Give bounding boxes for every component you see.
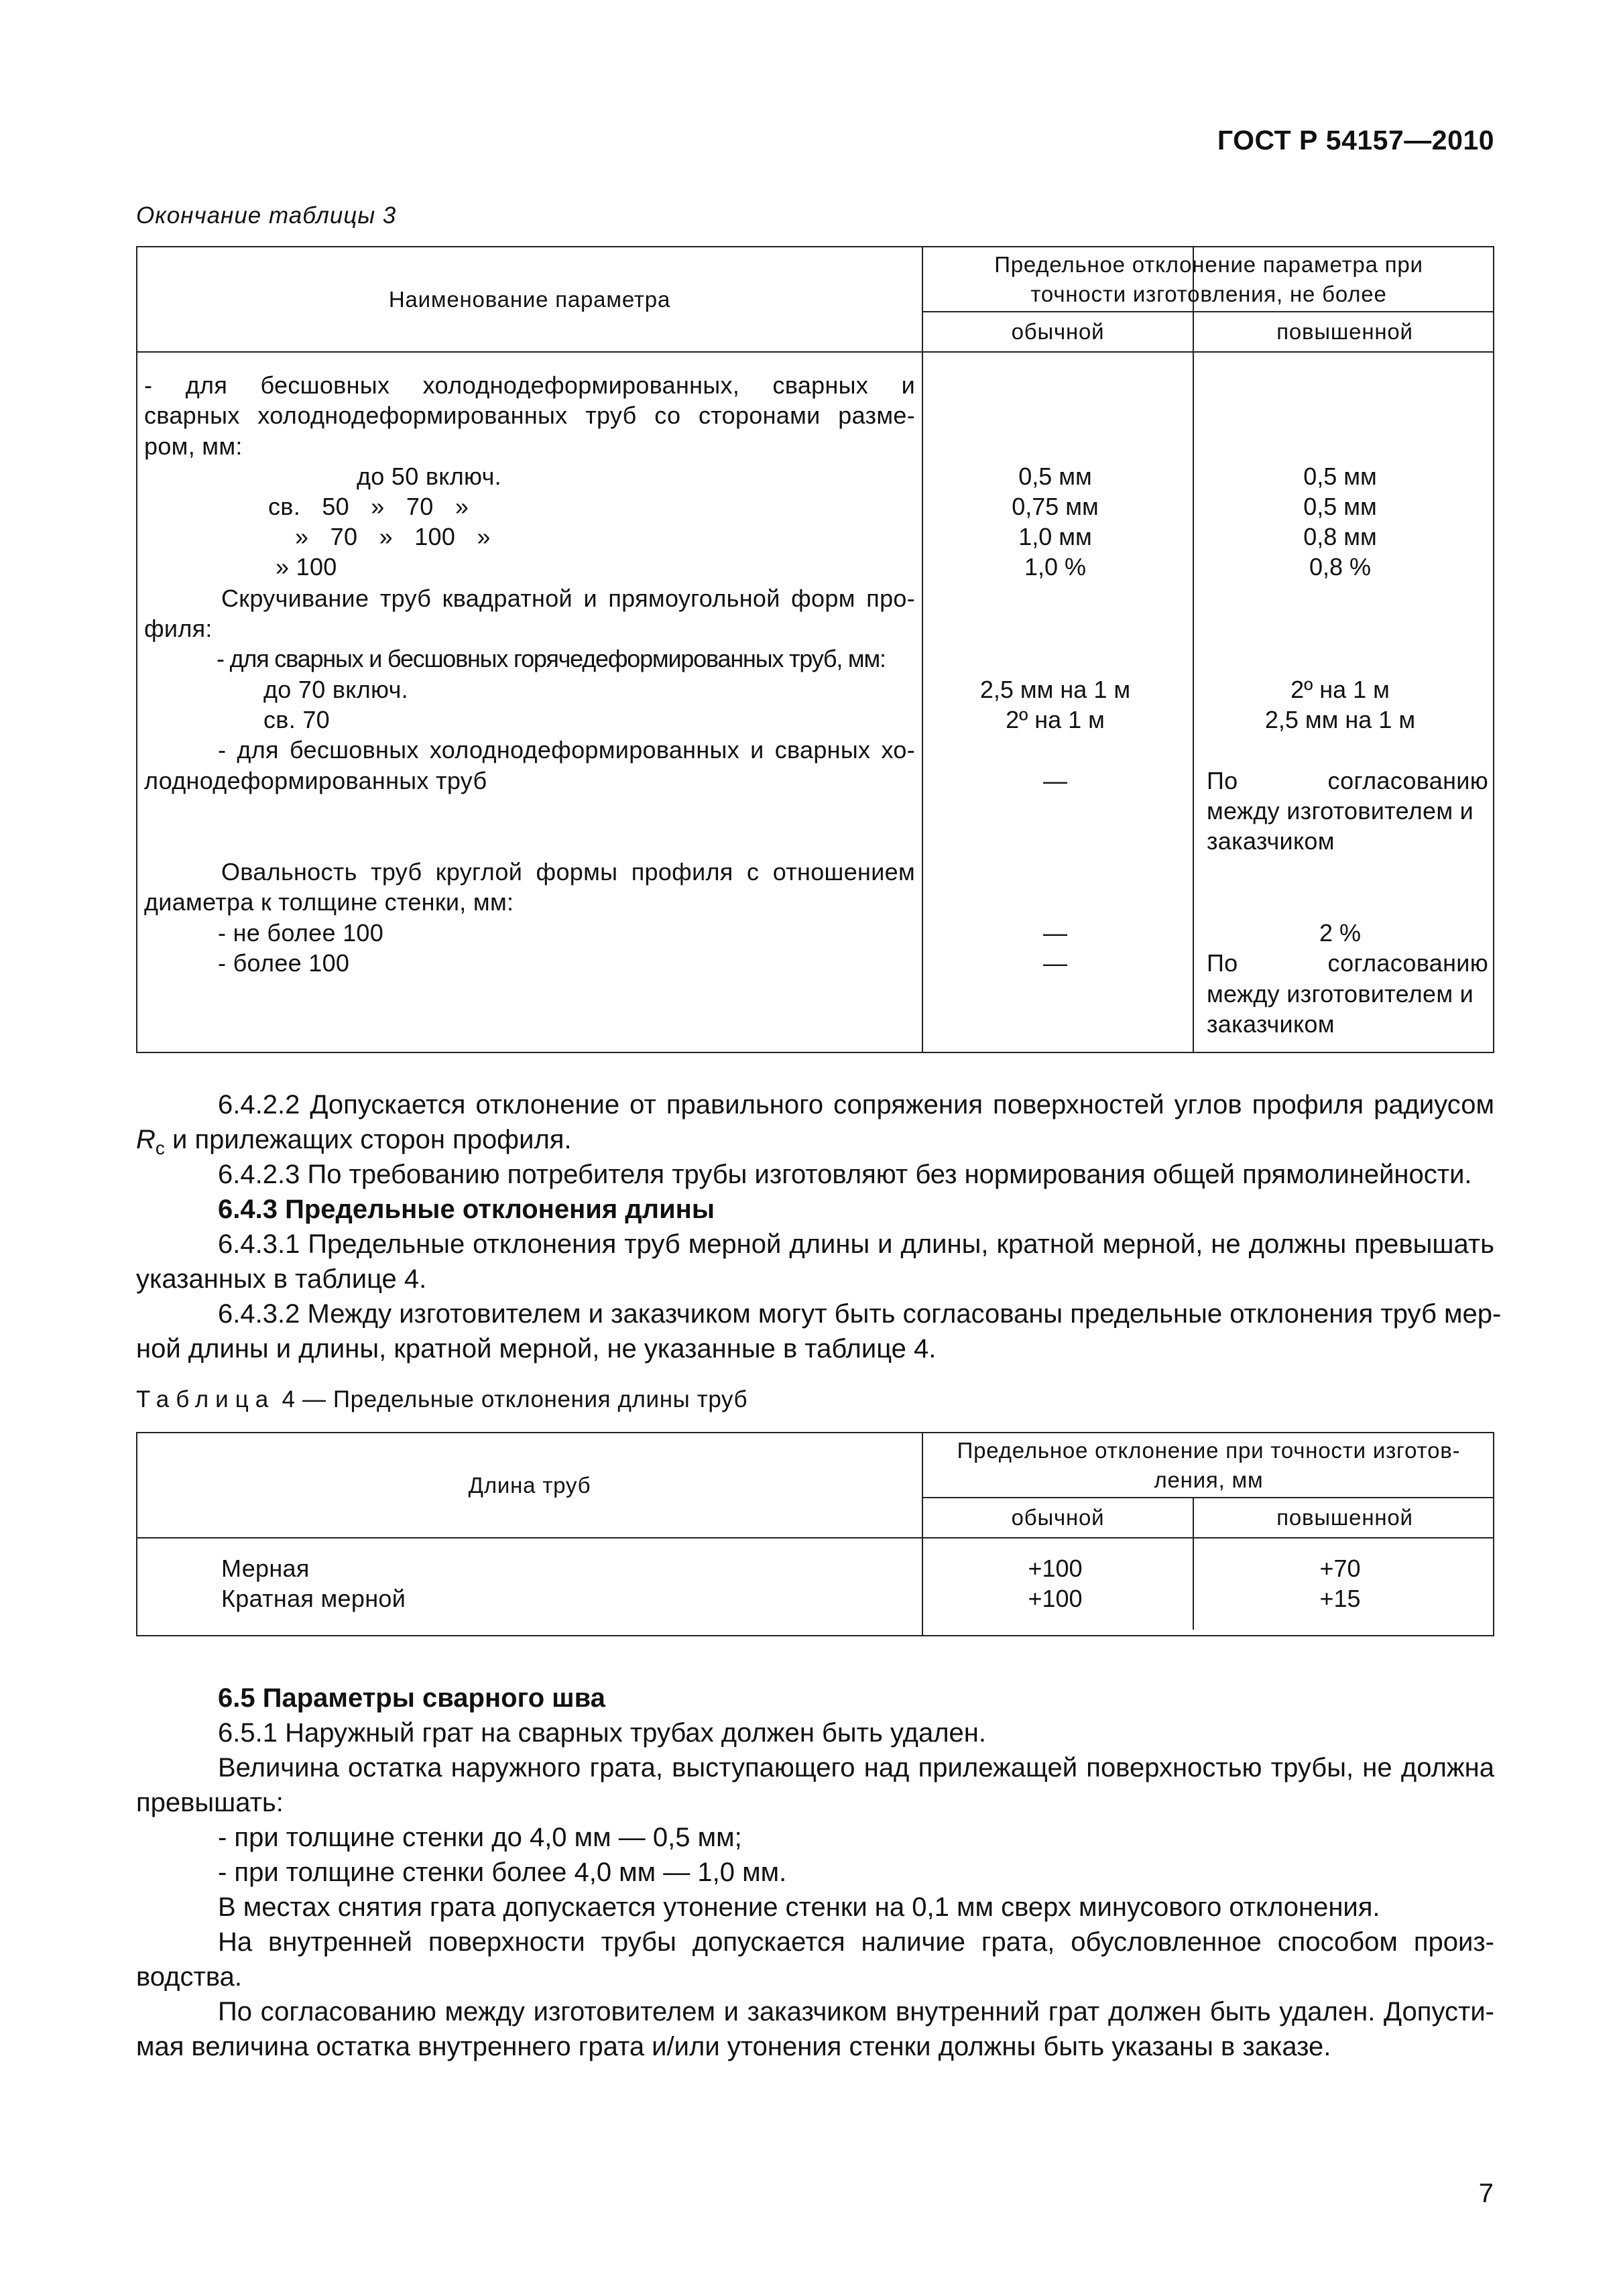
table4-header-high: повышенной xyxy=(1276,1505,1413,1530)
t3-row12-high-line3: заказчиком xyxy=(1207,1010,1335,1038)
paragraph-6-4-3-2-line2: ной длины и длины, кратной мерной, не указанные в таблице 4. xyxy=(136,1334,937,1364)
t3-row10-line1: Овальность труб круглой формы профиля с отношением xyxy=(221,858,915,886)
t3-row6-line1: Скручивание труб квадратной и прямоугольной форм про- xyxy=(221,585,915,612)
page-number: 7 xyxy=(1478,2179,1494,2208)
t3-row2-high: 0,5 мм xyxy=(1303,463,1377,490)
table3-header-high: повышенной xyxy=(1276,319,1413,344)
t3-row1-line3: ром, мм: xyxy=(144,432,243,460)
table4-header-normal: обычной xyxy=(1011,1505,1105,1530)
t3-row6-line2: филя: xyxy=(144,615,213,642)
t3-row8-normal: 2º на 1 м xyxy=(1006,706,1105,733)
t3-row10-line2: диаметра к толщине стенки, мм: xyxy=(144,888,514,916)
t3-row9-high-line2: между изготовителем и xyxy=(1207,797,1474,825)
table3-header-group-line1: Предельное отклонение параметра при xyxy=(994,251,1423,277)
t3-row11-normal: — xyxy=(1043,919,1067,947)
t3-row11-label: - не более 100 xyxy=(218,919,384,947)
table3-header-divider xyxy=(137,351,1493,353)
section-6-4-3-heading: 6.4.3 Предельные отклонения длины xyxy=(218,1195,715,1224)
table4-header-divider xyxy=(137,1537,1493,1538)
t3-row1-line1: - для бесшовных холоднодеформированных, сварных и xyxy=(144,371,915,399)
t4-row1-normal: +100 xyxy=(1028,1555,1083,1582)
t3-row2-label: до 50 включ. xyxy=(357,463,501,490)
t3-row3-label: св. 50 » 70 » xyxy=(268,493,469,520)
t3-row12-high-line1: По согласованию xyxy=(1207,949,1488,977)
paragraph-thinning: В местах снятия грата допускается утонение стенки на 0,1 мм сверх минусового отклонения. xyxy=(218,1892,1380,1922)
t4-row2-normal: +100 xyxy=(1028,1585,1083,1612)
paragraph-6-4-3-2-line1: 6.4.3.2 Между изготовителем и заказчиком могут быть согласованы предельные отклонения труб мер- xyxy=(218,1299,1502,1329)
t3-row3-high: 0,5 мм xyxy=(1303,493,1377,520)
t3-row7-label: до 70 включ. xyxy=(263,676,408,703)
t4-row2-high: +15 xyxy=(1319,1585,1361,1612)
paragraph-outer-burr-line2: превышать: xyxy=(136,1788,284,1817)
t3-row11-high: 2 % xyxy=(1319,919,1362,947)
t4-row1-high: +70 xyxy=(1319,1555,1361,1582)
t3-row1-line2: сварных холоднодеформированных труб со сторонами разме- xyxy=(144,402,915,429)
table4-caption-word: Таблица xyxy=(136,1386,276,1412)
table3-header-group-line2: точности изготовления, не более xyxy=(1030,281,1387,306)
table4-caption-title: 4 — Предельные отклонения длины труб xyxy=(275,1386,748,1412)
t3-row7-normal: 2,5 мм на 1 м xyxy=(979,676,1131,703)
paragraph-inner-burr-line2: водства. xyxy=(136,1962,242,1992)
list-item-wall-over-4: - при толщине стенки более 4,0 мм — 1,0 мм. xyxy=(218,1858,787,1887)
t3-row8-label: св. 70 xyxy=(263,706,330,733)
table3-header-param: Наименование параметра xyxy=(388,286,671,312)
table4-header-group-line2: ления, мм xyxy=(1154,1467,1264,1492)
paragraph-6-5-1: 6.5.1 Наружный грат на сварных трубах должен быть удален. xyxy=(218,1718,986,1748)
paragraph-6-4-3-2 xyxy=(136,1296,1502,1370)
table3-header-normal: обычной xyxy=(1011,319,1105,344)
t3-row9-high-line1: По согласованию xyxy=(1207,767,1488,794)
radius-symbol: R xyxy=(136,1125,156,1154)
paragraph-6-4-2-2-line1: 6.4.2.2 Допускается отклонение от правильного сопряжения поверхностей углов профиля радиусом xyxy=(218,1090,1494,1120)
paragraph-inner-burr-line1: На внутренней поверхности трубы допускается наличие грата, обусловленное способом произ- xyxy=(218,1927,1494,1957)
section-6-4-text xyxy=(136,1087,1494,1302)
table4-header-group xyxy=(923,1433,1494,1497)
t3-row8-high: 2,5 мм на 1 м xyxy=(1264,706,1416,733)
t3-row4-normal: 1,0 мм xyxy=(1018,523,1092,550)
t3-row12-high-line2: между изготовителем и xyxy=(1207,980,1474,1008)
t3-row2-normal: 0,5 мм xyxy=(1018,463,1092,490)
t3-row4-label: » 70 » 100 » xyxy=(295,523,491,550)
t4-row2-label: Кратная мерной xyxy=(221,1585,406,1612)
section-6-5 xyxy=(136,1681,1494,2150)
t3-row4-high: 0,8 мм xyxy=(1303,523,1377,550)
section-6-5-heading: 6.5 Параметры сварного шва xyxy=(218,1683,605,1713)
table4-header-param: Длина труб xyxy=(468,1472,591,1498)
t3-row3-normal: 0,75 мм xyxy=(1012,493,1099,520)
t3-row9-high-line3: заказчиком xyxy=(1207,827,1335,855)
paragraph-outer-burr-line1: Величина остатка наружного грата, выступающего над прилежащей поверхностью трубы, не должна xyxy=(218,1753,1494,1783)
paragraph-6-4-3-1-line1: 6.4.3.1 Предельные отклонения труб мерной длины и длины, кратной мерной, не должны превышать xyxy=(218,1229,1494,1259)
t3-row9-normal: — xyxy=(1043,767,1067,794)
table3-header-group xyxy=(923,247,1494,311)
paragraph-agreement-line1: По согласованию между изготовителем и заказчиком внутренний грат должен быть удален. Допусти- xyxy=(218,1997,1494,2027)
table4-header-group-line1: Предельное отклонение при точности изготов- xyxy=(957,1437,1461,1463)
t3-row12-normal: — xyxy=(1043,949,1067,977)
radius-subscript: c xyxy=(155,1138,165,1158)
t4-row1-label: Мерная xyxy=(221,1555,310,1582)
standard-header: ГОСТ Р 54157—2010 xyxy=(1217,125,1494,156)
t3-row9-line1: - для бесшовных холоднодеформированных и сварных хо- xyxy=(218,736,915,764)
t3-row5-high: 0,8 % xyxy=(1309,553,1372,581)
t3-row5-normal: 1,0 % xyxy=(1024,553,1087,581)
paragraph-6-4-2-3: 6.4.2.3 По требованию потребителя трубы изготовляют без нормирования общей прямолинейности. xyxy=(218,1160,1472,1189)
list-item-wall-up-to-4: - при толщине стенки до 4,0 мм — 0,5 мм; xyxy=(218,1823,742,1852)
t3-row6-line3: - для сварных и бесшовных горячедеформированных труб, мм: xyxy=(217,645,886,672)
table3-caption: Окончание таблицы 3 xyxy=(136,202,397,229)
paragraph-agreement-line2: мая величина остатка внутреннего грата и/или утонения стенки должны быть указаны в заказе. xyxy=(136,2032,1331,2061)
t3-row7-high: 2º на 1 м xyxy=(1290,676,1390,703)
paragraph-6-4-2-2-line2-text: и прилежащих сторон профиля. xyxy=(164,1125,572,1154)
paragraph-6-4-3-1-line2: указанных в таблице 4. xyxy=(136,1264,427,1294)
t3-row5-label: » 100 xyxy=(276,553,337,581)
t3-row12-label: - более 100 xyxy=(218,949,350,977)
t3-row9-line2: лоднодеформированных труб xyxy=(144,767,487,794)
